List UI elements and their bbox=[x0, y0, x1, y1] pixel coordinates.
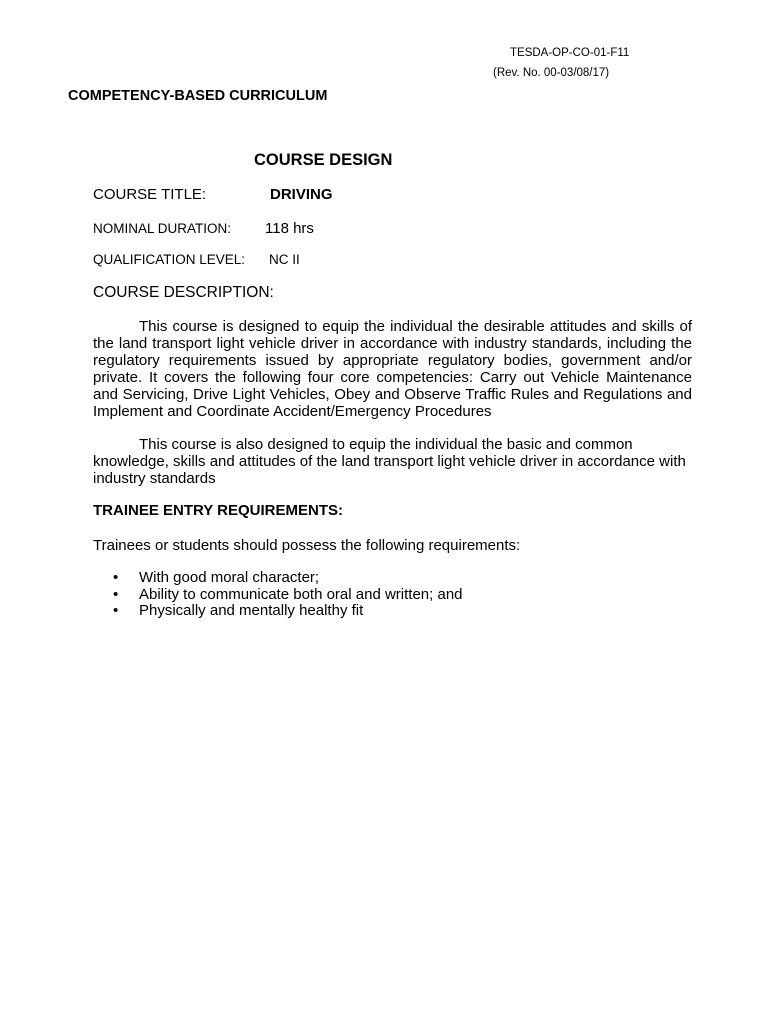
course-title-value: DRIVING bbox=[270, 186, 333, 203]
entry-requirements-intro: Trainees or students should possess the following requirements: bbox=[93, 537, 521, 554]
bullet-icon: • bbox=[113, 569, 119, 586]
list-item-text: Ability to communicate both oral and written; and bbox=[139, 585, 463, 603]
document-code: TESDA-OP-CO-01-F11 bbox=[510, 47, 630, 59]
trainee-entry-requirements-heading: TRAINEE ENTRY REQUIREMENTS: bbox=[93, 502, 344, 519]
course-description-paragraph bbox=[93, 318, 692, 420]
section-heading-course-design: COURSE DESIGN bbox=[254, 151, 393, 169]
list-item bbox=[93, 603, 463, 620]
list-item-text: With good moral character; bbox=[139, 569, 320, 586]
list-item-text: Physically and mentally healthy fit bbox=[139, 602, 364, 619]
requirements-list bbox=[93, 570, 463, 620]
list-item bbox=[93, 587, 463, 604]
paragraph-text: This course is also designed to equip the individual the basic and common knowledge, skills and attitudes of the land transport light vehicle driver in accordance with industry standards bbox=[93, 436, 686, 487]
qualification-level-label: QUALIFICATION LEVEL: bbox=[93, 252, 246, 267]
revision-number: (Rev. No. 00-03/08/17) bbox=[493, 67, 610, 79]
qualification-level-value: NC II bbox=[269, 252, 300, 267]
list-item bbox=[93, 570, 463, 587]
bullet-icon: • bbox=[113, 585, 119, 603]
course-title-label: COURSE TITLE: bbox=[93, 186, 207, 203]
course-description-paragraph bbox=[93, 436, 692, 487]
paragraph-text: This course is designed to equip the individual the desirable attitudes and skills of the land transport light vehicle driver in accordance with industry standards, including the regulatory requirements issued by appropriate regulatory bodies, government and/or private. It covers the following four core competencies: Carry out Vehicle Maintenance and Servicing, Drive Light Vehicles, Obey and Observe Traffic Rules and Regulations and Implement and Coordinate Accident/Emergency Procedures bbox=[93, 318, 692, 420]
curriculum-title: COMPETENCY-BASED CURRICULUM bbox=[68, 88, 328, 104]
nominal-duration-value: 118 hrs bbox=[265, 220, 314, 237]
nominal-duration-label: NOMINAL DURATION: bbox=[93, 221, 232, 236]
bullet-icon: • bbox=[113, 602, 119, 619]
course-description-heading: COURSE DESCRIPTION: bbox=[93, 284, 274, 301]
